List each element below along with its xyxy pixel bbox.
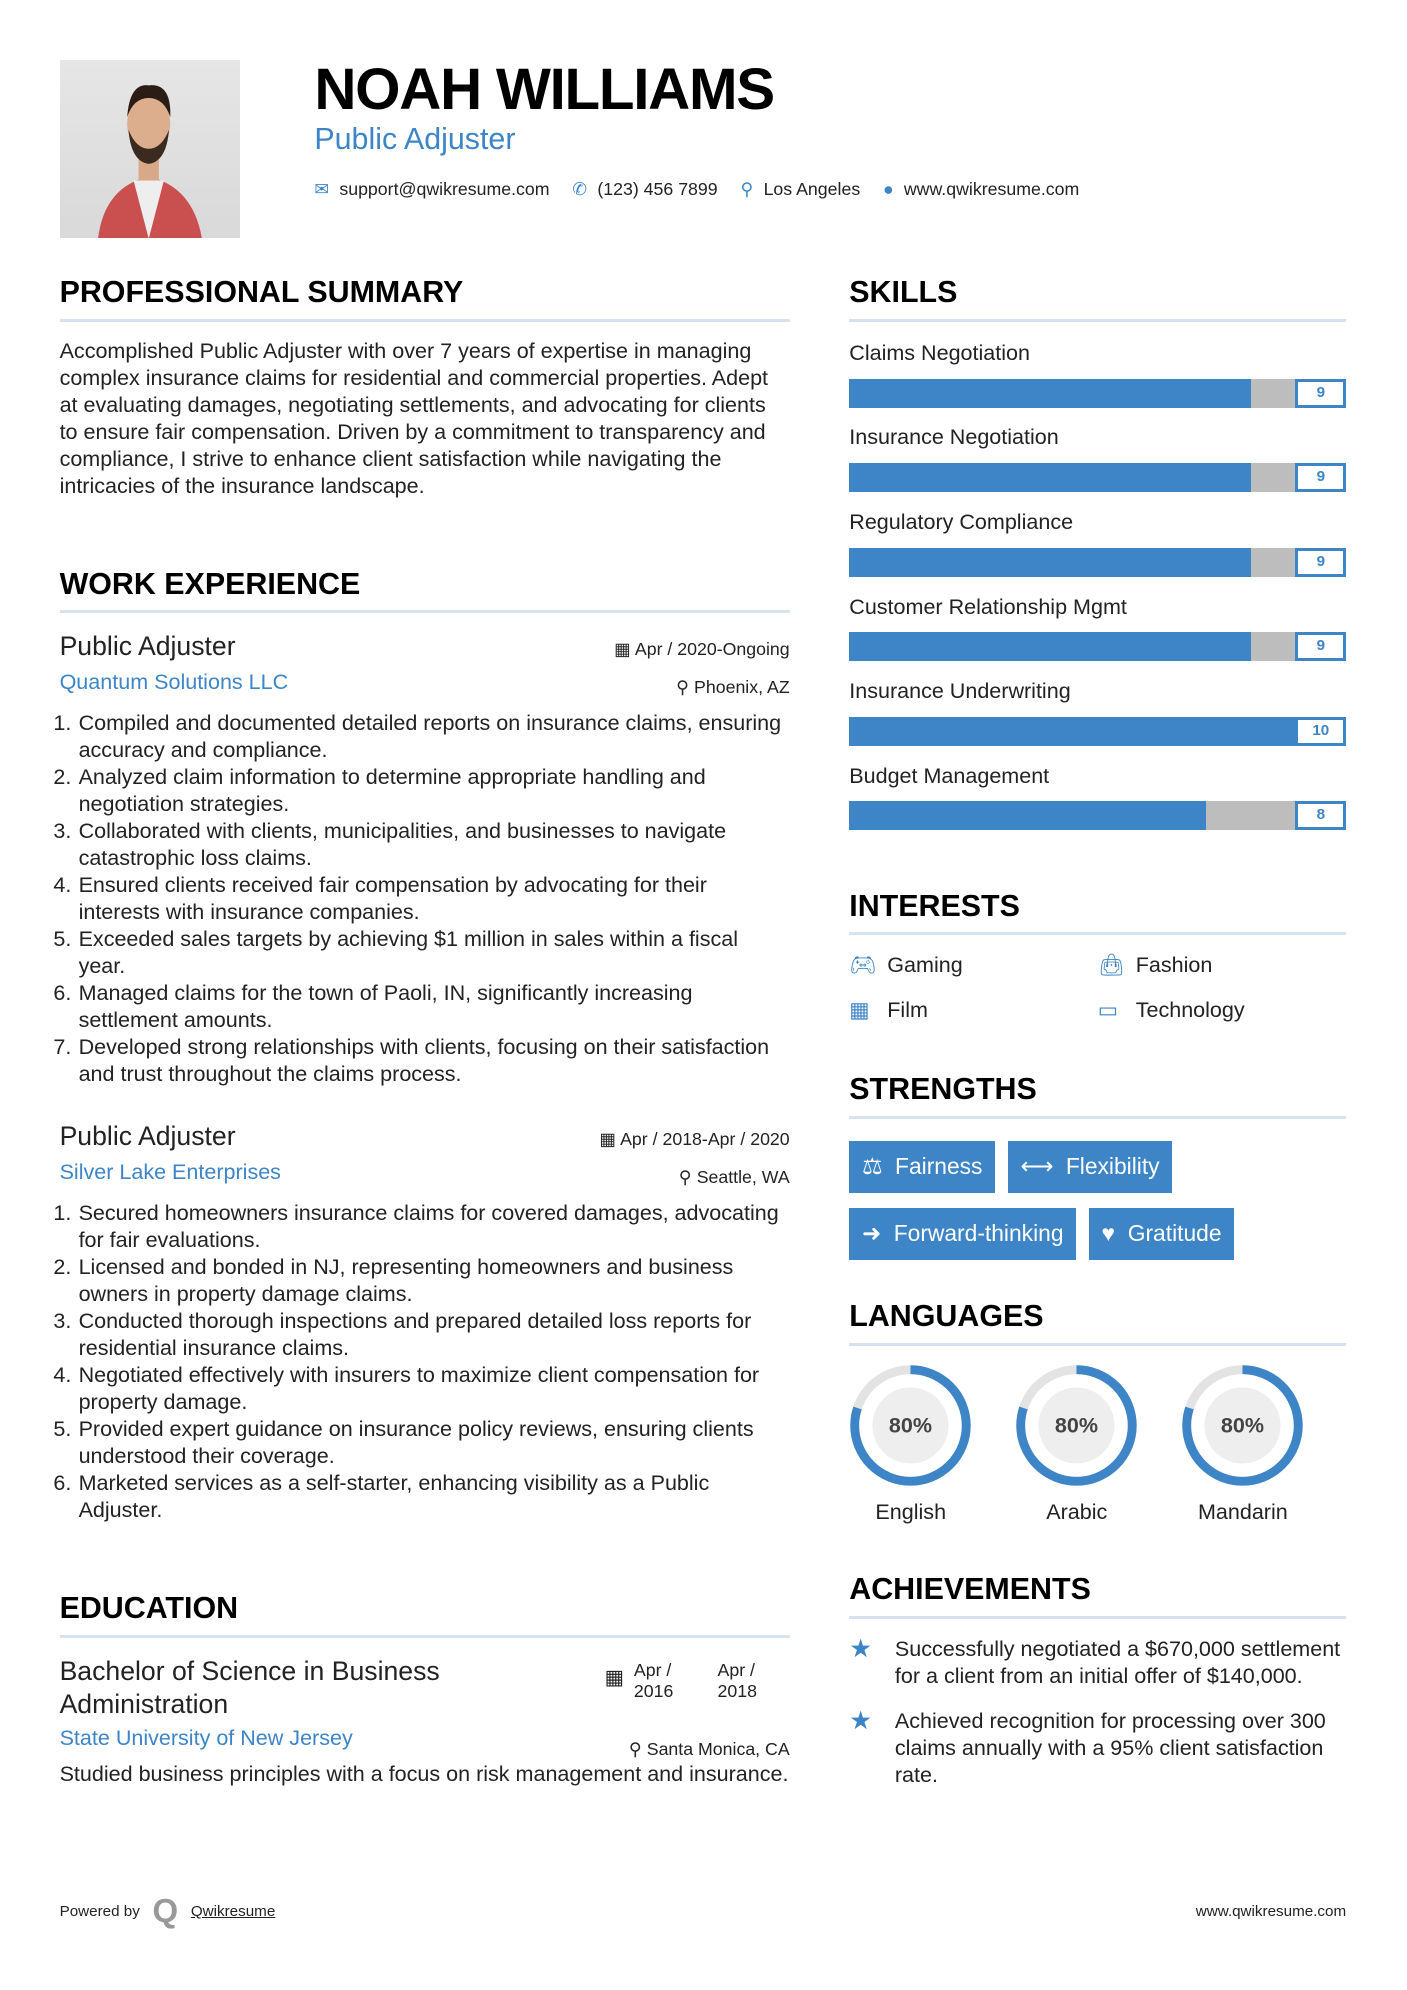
language-item xyxy=(849,1364,972,1526)
achievement-text: Successfully negotiated a $670,000 settlement for a client from an initial offer of $140,000. xyxy=(894,1637,1341,1689)
language-percent: 80% xyxy=(1221,1413,1265,1438)
language-donut xyxy=(1181,1364,1304,1487)
profile-photo xyxy=(60,60,240,239)
list-item: 1. Secured homeowners insurance claims for covered damages, advocating for fair evaluations. xyxy=(77,1200,789,1254)
section-heading: PROFESSIONAL SUMMARY xyxy=(60,275,790,322)
candidate-name: NOAH WILLIAMS xyxy=(314,56,774,122)
contact-bar xyxy=(314,179,1079,200)
job-title: Public Adjuster xyxy=(59,1120,236,1151)
skill-bar xyxy=(849,717,1346,746)
skill-item xyxy=(849,425,1346,492)
degree-title: Bachelor of Science in Business Administration xyxy=(59,1656,440,1720)
gamepad-icon: 🎮︎ xyxy=(849,953,877,978)
language-label: Mandarin xyxy=(1197,1500,1288,1525)
language-label: English xyxy=(875,1500,947,1525)
section-heading: WORK EXPERIENCE xyxy=(60,567,790,614)
language-label: Arabic xyxy=(1046,1500,1108,1525)
section-heading: INTERESTS xyxy=(849,889,1346,936)
language-item xyxy=(1015,1364,1138,1526)
languages-section xyxy=(849,1299,1346,1525)
list-item: 5. Provided expert guidance on insurance policy reviews, ensuring clients understood their coverage. xyxy=(77,1416,789,1470)
skill-item xyxy=(849,341,1346,408)
strength-label: Fairness xyxy=(895,1152,983,1179)
calendar-icon: ▦ xyxy=(604,1667,624,1690)
work-experience-section xyxy=(60,567,790,1524)
skill-bar-fill xyxy=(849,463,1251,492)
phone-text: (123) 456 7899 xyxy=(597,178,718,199)
skill-label: Budget Management xyxy=(849,763,1050,788)
interest-item xyxy=(849,998,1097,1023)
location-text: Seattle, WA xyxy=(696,1166,790,1187)
pin-icon: ⚲ xyxy=(676,676,695,697)
date-text: Apr / 2018-Apr / 2020 xyxy=(620,1128,790,1149)
skill-bar-fill xyxy=(849,801,1206,830)
list-item: 4. Negotiated effectively with insurers to maximize client compensation for property damage. xyxy=(77,1362,789,1416)
skill-bar xyxy=(849,463,1346,492)
interest-item xyxy=(849,953,1097,978)
interests-section xyxy=(849,889,1346,1024)
skill-value: 9 xyxy=(1295,632,1346,661)
skill-bar xyxy=(849,801,1346,830)
list-item: 2. Analyzed claim information to determine appropriate handling and negotiation strategies. xyxy=(77,764,789,818)
interest-label: Technology xyxy=(1135,998,1245,1023)
skill-value: 10 xyxy=(1295,717,1346,746)
calendar-icon: ▦ xyxy=(614,638,635,659)
envelope-icon: ✉ xyxy=(314,178,330,199)
skill-item xyxy=(849,595,1346,662)
skill-bar-fill xyxy=(849,548,1251,577)
star-icon: ★ xyxy=(849,1707,872,1736)
strength-badge xyxy=(1008,1141,1172,1193)
job-date xyxy=(599,1129,789,1150)
job-date xyxy=(614,639,790,660)
location-text: Phoenix, AZ xyxy=(694,676,790,697)
achievement-item xyxy=(849,1708,1346,1789)
skill-label: Insurance Negotiation xyxy=(849,425,1059,450)
section-heading: SKILLS xyxy=(849,275,1346,322)
education-section xyxy=(60,1591,790,1789)
skill-value: 9 xyxy=(1295,463,1346,492)
interest-label: Gaming xyxy=(887,953,963,978)
strengths-section xyxy=(849,1072,1346,1260)
interest-item xyxy=(1098,953,1346,978)
email-link[interactable]: support@qwikresume.com xyxy=(339,178,550,199)
strength-badge xyxy=(849,1208,1076,1260)
arrow-right-icon: ➜ xyxy=(861,1219,882,1246)
balance-scale-icon: ⚖ xyxy=(861,1152,883,1179)
brand-link[interactable]: Qwikresume xyxy=(190,1902,276,1920)
skill-item xyxy=(849,679,1346,746)
shopping-bag-icon: 👜︎ xyxy=(1097,953,1126,978)
phone-icon: ✆ xyxy=(572,178,588,199)
footer-website[interactable]: www.qwikresume.com xyxy=(1195,1902,1347,1920)
footer-powered xyxy=(60,1892,276,1930)
skill-bar xyxy=(849,548,1346,577)
film-icon: ▦ xyxy=(849,998,870,1023)
skill-value: 9 xyxy=(1295,379,1346,408)
achievement-item xyxy=(849,1636,1346,1690)
start-date: Apr / 2016 xyxy=(633,1660,674,1701)
skill-label: Claims Negotiation xyxy=(849,340,1030,365)
language-percent: 80% xyxy=(1055,1413,1099,1438)
pin-icon: ⚲ xyxy=(678,1166,697,1187)
skill-bar xyxy=(849,379,1346,408)
skill-bar-fill xyxy=(849,379,1251,408)
summary-text: Accomplished Public Adjuster with over 7 years of expertise in managing complex insurance claims for residential and commercial properties. Adept at evaluating damages, negotiating settlements, and advocating for clients to ensure fair compensation. Driven by a commitment to transparency and compliance, I strive to enhance client satisfaction while navigating the intricacies of the insurance landscape. xyxy=(59,339,769,499)
arrows-h-icon: ⟷ xyxy=(1020,1152,1054,1179)
skill-bar xyxy=(849,632,1346,661)
skill-bar-fill xyxy=(849,717,1295,746)
list-item: 1. Compiled and documented detailed reports on insurance claims, ensuring accuracy and compliance. xyxy=(77,710,789,764)
strength-badge xyxy=(849,1141,995,1193)
skill-value: 8 xyxy=(1295,801,1346,830)
list-item: 3. Conducted thorough inspections and prepared detailed loss reports for residential insurance claims. xyxy=(77,1308,789,1362)
pin-icon: ⚲ xyxy=(628,1739,647,1760)
summary-section xyxy=(60,275,790,500)
strength-label: Forward-thinking xyxy=(893,1219,1064,1246)
section-heading: ACHIEVEMENTS xyxy=(849,1572,1346,1619)
school-name: State University of New Jersey xyxy=(59,1726,353,1751)
location-text: Santa Monica, CA xyxy=(646,1739,790,1760)
star-icon: ★ xyxy=(849,1635,872,1664)
list-item: 3. Collaborated with clients, municipalities, and businesses to navigate catastrophic loss claims. xyxy=(77,818,789,872)
date-text: Apr / 2020-Ongoing xyxy=(634,638,790,659)
map-marker-icon: ⚲ xyxy=(740,178,754,199)
list-item: 6. Marketed services as a self-starter, enhancing visibility as a Public Adjuster. xyxy=(77,1470,789,1524)
end-date: Apr / 2018 xyxy=(717,1660,757,1701)
globe-icon: ● xyxy=(883,178,894,199)
skill-label: Insurance Underwriting xyxy=(849,679,1071,704)
interest-label: Film xyxy=(887,998,928,1023)
interest-item xyxy=(1098,998,1346,1023)
heart-icon: ♥ xyxy=(1101,1219,1116,1246)
skill-label: Customer Relationship Mgmt xyxy=(849,594,1127,619)
list-item: 6. Managed claims for the town of Paoli, IN, significantly increasing settlement amounts. xyxy=(77,980,789,1034)
skill-item xyxy=(849,510,1346,577)
education-description: Studied business principles with a focus on risk management and insurance. xyxy=(59,1762,789,1787)
website-link[interactable]: www.qwikresume.com xyxy=(903,178,1080,199)
company-name: Silver Lake Enterprises xyxy=(59,1159,281,1184)
job-location xyxy=(676,677,790,698)
language-donut xyxy=(849,1364,972,1487)
achievements-section xyxy=(849,1572,1346,1789)
job-title: Public Adjuster xyxy=(59,631,236,662)
education-location xyxy=(629,1739,790,1760)
section-heading: STRENGTHS xyxy=(849,1072,1346,1119)
list-item: 4. Ensured clients received fair compensation by advocating for their interests with insurance companies. xyxy=(77,872,789,926)
responsibility-list xyxy=(60,710,790,1088)
skill-item xyxy=(849,764,1346,831)
company-name: Quantum Solutions LLC xyxy=(59,669,289,694)
job-location xyxy=(679,1167,790,1188)
language-item xyxy=(1181,1364,1304,1526)
education-dates xyxy=(605,1660,781,1701)
strength-label: Flexibility xyxy=(1065,1152,1160,1179)
qwikresume-logo-icon: Q xyxy=(152,1892,179,1930)
powered-by-text: Powered by xyxy=(59,1902,140,1920)
section-heading: LANGUAGES xyxy=(849,1299,1346,1346)
skill-label: Regulatory Compliance xyxy=(849,510,1074,535)
list-item: 5. Exceeded sales targets by achieving $1 million in sales within a fiscal year. xyxy=(77,926,789,980)
skills-section xyxy=(849,275,1346,830)
interest-label: Fashion xyxy=(1135,953,1213,978)
location-text: Los Angeles xyxy=(763,178,861,199)
language-donut xyxy=(1015,1364,1138,1487)
strength-badge xyxy=(1089,1208,1234,1260)
job-entry xyxy=(60,631,790,1088)
section-heading: EDUCATION xyxy=(60,1591,790,1638)
laptop-icon: ▭ xyxy=(1097,998,1119,1023)
strength-label: Gratitude xyxy=(1127,1219,1222,1246)
calendar-icon: ▦ xyxy=(599,1128,621,1149)
job-entry xyxy=(60,1121,790,1524)
skill-bar-fill xyxy=(849,632,1251,661)
candidate-title: Public Adjuster xyxy=(314,121,516,156)
achievement-text: Achieved recognition for processing over 300 claims annually with a 95% client satisfaction rate. xyxy=(894,1709,1326,1788)
responsibility-list xyxy=(60,1200,790,1524)
list-item: 2. Licensed and bonded in NJ, representing homeowners and business owners in property damage claims. xyxy=(77,1254,789,1308)
skill-value: 9 xyxy=(1295,548,1346,577)
language-percent: 80% xyxy=(889,1413,933,1438)
list-item: 7. Developed strong relationships with clients, focusing on their satisfaction and trust throughout the claims process. xyxy=(77,1034,789,1088)
